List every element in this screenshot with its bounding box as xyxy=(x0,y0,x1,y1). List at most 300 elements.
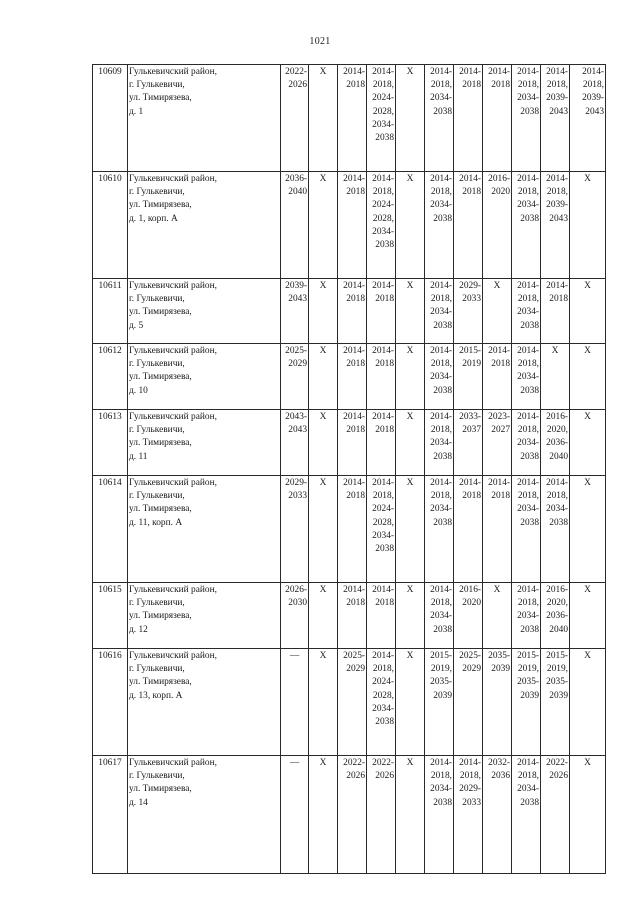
cell-line: 2014- xyxy=(343,174,365,184)
cell-line: 2018 xyxy=(491,491,510,502)
cell-line: 2014- xyxy=(459,174,481,184)
address-line: Гулькевичский район, xyxy=(129,67,217,77)
address-line: д. 13, корп. А xyxy=(129,690,183,701)
cell-col-6 xyxy=(367,756,396,874)
cell-line: 2020, xyxy=(546,598,568,609)
table-row xyxy=(93,344,606,410)
cell-line: 2034- xyxy=(430,504,452,515)
table-row xyxy=(93,583,606,649)
cell-line: 2015- xyxy=(459,346,481,356)
cell-line: 2014- xyxy=(430,478,452,488)
cell-line: 2038 xyxy=(433,451,452,462)
cell-col-9 xyxy=(454,172,483,279)
cell-line: 2018 xyxy=(549,294,568,305)
cell-line: 2038 xyxy=(433,797,452,808)
cell-line: 2043 xyxy=(585,106,604,117)
cell-col-6 xyxy=(367,344,396,410)
cell-col-9 xyxy=(454,410,483,476)
cell-line: 2024- xyxy=(372,504,394,515)
cell-col-12 xyxy=(541,649,570,756)
cell-line: 2018, xyxy=(517,598,539,609)
cell-col-11 xyxy=(512,756,541,874)
cell-line: 2019, xyxy=(517,664,539,675)
cell-line: 2033 xyxy=(462,294,481,305)
cell-line: 2029- xyxy=(459,281,481,291)
cell-col-6 xyxy=(367,476,396,583)
cell-col-7 xyxy=(396,410,425,476)
cell-line: X xyxy=(406,412,414,422)
cell-line: 2043- xyxy=(285,412,307,422)
cell-line: 2034- xyxy=(517,784,539,795)
cell-col-5 xyxy=(338,649,367,756)
cell-col-4 xyxy=(309,476,338,583)
cell-line: 2038 xyxy=(520,451,539,462)
cell-col-4 xyxy=(309,279,338,344)
cell-line: 2034- xyxy=(517,438,539,449)
cell-line: — xyxy=(289,651,300,661)
table-body xyxy=(93,65,606,874)
cell-line: 2022- xyxy=(285,67,307,77)
cell-col-4 xyxy=(309,756,338,874)
cell-line: 2014- xyxy=(372,412,394,422)
cell-col-8 xyxy=(425,410,454,476)
cell-line: X xyxy=(319,174,327,184)
cell-line: 2018 xyxy=(375,294,394,305)
cell-col-7 xyxy=(396,583,425,649)
cell-col-12 xyxy=(541,583,570,649)
cell-line: 2018 xyxy=(462,187,481,198)
cell-line: 2018 xyxy=(346,359,365,370)
cell-line: X xyxy=(319,67,327,77)
cell-line: 2015- xyxy=(517,651,539,661)
cell-col-7 xyxy=(396,172,425,279)
cell-line: 2039 xyxy=(520,690,539,701)
cell-line: 2018 xyxy=(462,80,481,91)
cell-line: 2014- xyxy=(372,346,394,356)
cell-line: 2028, xyxy=(372,106,394,117)
cell-line: 2014- xyxy=(430,67,452,77)
cell-line: 2018, xyxy=(372,187,394,198)
cell-line: X xyxy=(493,281,501,291)
cell-line: 2014- xyxy=(343,412,365,422)
table-row xyxy=(93,172,606,279)
address-line: ул. Тимирязева, xyxy=(129,200,192,211)
cell-line: 2014- xyxy=(430,758,452,768)
address-line: ул. Тимирязева, xyxy=(129,504,192,515)
cell-line: 2035- xyxy=(488,651,510,661)
address-line: Гулькевичский район, xyxy=(129,281,217,291)
address-line: ул. Тимирязева, xyxy=(129,93,192,104)
cell-line: 2014- xyxy=(459,67,481,77)
cell-line: 2038 xyxy=(520,385,539,396)
cell-line: 2018 xyxy=(346,294,365,305)
cell-line: 2043 xyxy=(288,294,307,305)
cell-col-10 xyxy=(483,65,512,172)
cell-line: 2018, xyxy=(372,80,394,91)
cell-line: 2018, xyxy=(430,294,452,305)
cell-line: 2018, xyxy=(459,771,481,782)
cell-line: 2034- xyxy=(372,119,394,130)
cell-line: 2043 xyxy=(549,106,568,117)
table-row xyxy=(93,65,606,172)
cell-line: 2039 xyxy=(491,664,510,675)
cell-line: 2014- xyxy=(372,651,394,661)
cell-line: 2024- xyxy=(372,677,394,688)
cell-line: 2018 xyxy=(346,425,365,436)
cell-col-13 xyxy=(570,279,606,344)
cell-line: 2038 xyxy=(433,517,452,528)
cell-col-6 xyxy=(367,65,396,172)
cell-line: 2022- xyxy=(546,758,568,768)
cell-line: 2018 xyxy=(491,359,510,370)
cell-line: 2014- xyxy=(372,478,394,488)
cell-line: 2034- xyxy=(372,530,394,541)
cell-col-7 xyxy=(396,279,425,344)
address-cell xyxy=(128,756,281,874)
cell-line: 2014- xyxy=(517,478,539,488)
cell-line: 2018, xyxy=(546,80,568,91)
cell-line: X xyxy=(319,758,327,768)
cell-col-11 xyxy=(512,279,541,344)
cell-col-3 xyxy=(281,279,309,344)
cell-col-7 xyxy=(396,65,425,172)
cell-col-10 xyxy=(483,649,512,756)
cell-line: X xyxy=(584,585,591,595)
table-row xyxy=(93,756,606,874)
cell-col-12 xyxy=(541,756,570,874)
address-line: г. Гулькевичи, xyxy=(129,771,185,782)
cell-line: 2016- xyxy=(546,412,568,422)
cell-line: 2035- xyxy=(517,677,539,688)
cell-line: X xyxy=(319,346,327,356)
cell-col-13 xyxy=(570,172,606,279)
cell-line: 2014- xyxy=(372,281,394,291)
cell-col-7 xyxy=(396,344,425,410)
cell-col-3 xyxy=(281,649,309,756)
address-line: ул. Тимирязева, xyxy=(129,372,192,383)
cell-col-13 xyxy=(570,583,606,649)
cell-line: 2036 xyxy=(491,771,510,782)
cell-col-9 xyxy=(454,344,483,410)
cell-line: 2039 xyxy=(549,690,568,701)
cell-line: X xyxy=(551,346,559,356)
address-line: г. Гулькевичи, xyxy=(129,359,185,370)
cell-col-12 xyxy=(541,344,570,410)
cell-line: 2015- xyxy=(430,651,452,661)
cell-line: 2038 xyxy=(375,717,394,728)
cell-line: 2016- xyxy=(459,585,481,595)
address-line: д. 5 xyxy=(129,320,144,331)
cell-col-12 xyxy=(541,279,570,344)
cell-line: 2019, xyxy=(546,664,568,675)
cell-col-10 xyxy=(483,756,512,874)
row-number: 10609 xyxy=(93,65,128,172)
cell-line: X xyxy=(319,651,327,661)
cell-line: 2018 xyxy=(462,491,481,502)
cell-line: 2038 xyxy=(520,624,539,635)
cell-line: 2034- xyxy=(517,307,539,318)
cell-line: 2038 xyxy=(520,213,539,224)
cell-line: 2039- xyxy=(546,93,568,104)
cell-line: 2038 xyxy=(375,133,394,144)
cell-col-4 xyxy=(309,410,338,476)
cell-line: 2014- xyxy=(488,346,510,356)
cell-col-5 xyxy=(338,476,367,583)
cell-line: X xyxy=(319,478,327,488)
cell-col-8 xyxy=(425,279,454,344)
cell-line: 2038 xyxy=(549,517,568,528)
cell-line: 2028, xyxy=(372,690,394,701)
cell-col-10 xyxy=(483,476,512,583)
cell-line: 2040 xyxy=(288,187,307,198)
page-number: 1021 xyxy=(309,36,331,47)
cell-col-11 xyxy=(512,476,541,583)
row-number: 10614 xyxy=(93,476,128,583)
address-line: ул. Тимирязева, xyxy=(129,677,192,688)
address-line: Гулькевичский район, xyxy=(129,174,217,184)
cell-col-3 xyxy=(281,756,309,874)
cell-line: 2014- xyxy=(582,67,604,77)
cell-line: 2038 xyxy=(433,385,452,396)
address-cell xyxy=(128,279,281,344)
cell-col-7 xyxy=(396,476,425,583)
cell-line: 2014- xyxy=(546,174,568,184)
cell-line: 2018, xyxy=(430,598,452,609)
cell-line: 2028, xyxy=(372,517,394,528)
cell-col-3 xyxy=(281,583,309,649)
cell-line: 2029- xyxy=(285,478,307,488)
cell-line: 2016- xyxy=(488,174,510,184)
cell-line: 2014- xyxy=(430,174,452,184)
cell-line: 2018, xyxy=(517,771,539,782)
cell-line: 2018, xyxy=(582,80,604,91)
cell-line: 2036- xyxy=(285,174,307,184)
cell-line: 2038 xyxy=(433,320,452,331)
address-line: д. 11, корп. А xyxy=(129,517,183,528)
cell-col-13 xyxy=(570,476,606,583)
cell-line: 2014- xyxy=(488,478,510,488)
address-line: г. Гулькевичи, xyxy=(129,664,185,675)
cell-line: 2040 xyxy=(549,624,568,635)
cell-line: 2043 xyxy=(549,213,568,224)
cell-line: 2032- xyxy=(488,758,510,768)
cell-line: 2018 xyxy=(346,598,365,609)
cell-line: 2036- xyxy=(546,438,568,449)
address-line: г. Гулькевичи, xyxy=(129,425,185,436)
cell-line: 2038 xyxy=(520,797,539,808)
cell-col-5 xyxy=(338,279,367,344)
row-number: 10616 xyxy=(93,649,128,756)
cell-line: 2014- xyxy=(430,281,452,291)
cell-line: 2034- xyxy=(517,504,539,515)
cell-line: 2018, xyxy=(517,491,539,502)
cell-line: 2034- xyxy=(430,611,452,622)
row-number: 10617 xyxy=(93,756,128,874)
cell-line: 2014- xyxy=(372,67,394,77)
address-line: г. Гулькевичи, xyxy=(129,187,185,198)
cell-col-8 xyxy=(425,65,454,172)
cell-col-10 xyxy=(483,583,512,649)
cell-col-11 xyxy=(512,344,541,410)
cell-line: 2020 xyxy=(462,598,481,609)
cell-line: 2014- xyxy=(430,346,452,356)
cell-line: 2018 xyxy=(375,598,394,609)
cell-col-12 xyxy=(541,476,570,583)
cell-line: 2034- xyxy=(372,226,394,237)
cell-col-12 xyxy=(541,410,570,476)
address-line: д. 14 xyxy=(129,797,148,808)
cell-line: 2025- xyxy=(285,346,307,356)
cell-line: 2039- xyxy=(546,200,568,211)
address-line: ул. Тимирязева, xyxy=(129,438,192,449)
cell-line: 2034- xyxy=(546,504,568,515)
cell-col-8 xyxy=(425,583,454,649)
cell-line: 2014- xyxy=(459,758,481,768)
cell-line: 2014- xyxy=(517,758,539,768)
cell-line: 2038 xyxy=(520,106,539,117)
cell-line: 2038 xyxy=(375,240,394,251)
cell-line: 2014- xyxy=(517,174,539,184)
cell-line: 2034- xyxy=(430,438,452,449)
cell-line: 2018, xyxy=(546,187,568,198)
cell-line: X xyxy=(406,67,414,77)
cell-col-5 xyxy=(338,65,367,172)
cell-col-5 xyxy=(338,344,367,410)
cell-line: 2014- xyxy=(459,478,481,488)
cell-col-5 xyxy=(338,583,367,649)
cell-line: 2018 xyxy=(375,425,394,436)
cell-line: 2014- xyxy=(517,281,539,291)
cell-line: 2029 xyxy=(288,359,307,370)
cell-line: 2014- xyxy=(488,67,510,77)
cell-line: 2029- xyxy=(459,784,481,795)
cell-col-8 xyxy=(425,344,454,410)
cell-line: 2038 xyxy=(433,624,452,635)
cell-line: 2029 xyxy=(346,664,365,675)
cell-line: 2020 xyxy=(491,187,510,198)
cell-line: 2018, xyxy=(372,491,394,502)
cell-line: X xyxy=(319,412,327,422)
cell-line: 2033 xyxy=(462,797,481,808)
address-line: г. Гулькевичи, xyxy=(129,598,185,609)
cell-col-5 xyxy=(338,172,367,279)
cell-line: 2030 xyxy=(288,598,307,609)
cell-line: 2018 xyxy=(346,80,365,91)
row-number: 10613 xyxy=(93,410,128,476)
cell-col-4 xyxy=(309,65,338,172)
cell-line: 2014- xyxy=(517,585,539,595)
cell-line: X xyxy=(584,651,591,661)
cell-col-8 xyxy=(425,756,454,874)
cell-line: 2028, xyxy=(372,213,394,224)
address-line: д. 1 xyxy=(129,106,144,117)
cell-line: 2025- xyxy=(343,651,365,661)
address-line: Гулькевичский район, xyxy=(129,412,217,422)
cell-line: 2039 xyxy=(433,690,452,701)
cell-line: 2018, xyxy=(517,425,539,436)
cell-line: 2018, xyxy=(430,491,452,502)
cell-line: 2038 xyxy=(520,517,539,528)
cell-line: 2018, xyxy=(430,425,452,436)
cell-line: X xyxy=(584,758,591,768)
cell-line: — xyxy=(289,758,300,768)
cell-col-11 xyxy=(512,583,541,649)
address-cell xyxy=(128,649,281,756)
cell-line: X xyxy=(319,585,327,595)
cell-line: X xyxy=(406,585,414,595)
cell-line: 2018 xyxy=(491,80,510,91)
cell-line: 2038 xyxy=(433,106,452,117)
cell-col-3 xyxy=(281,344,309,410)
cell-line: 2018, xyxy=(517,80,539,91)
cell-line: 2035- xyxy=(430,677,452,688)
cell-line: X xyxy=(406,651,414,661)
cell-col-6 xyxy=(367,410,396,476)
cell-line: 2014- xyxy=(517,346,539,356)
cell-line: 2019, xyxy=(430,664,452,675)
address-line: ул. Тимирязева, xyxy=(129,611,192,622)
cell-line: 2038 xyxy=(433,213,452,224)
address-line: д. 11 xyxy=(129,451,148,462)
address-cell xyxy=(128,583,281,649)
cell-line: 2034- xyxy=(517,611,539,622)
cell-col-13 xyxy=(570,649,606,756)
cell-col-11 xyxy=(512,65,541,172)
cell-line: X xyxy=(584,174,591,184)
cell-line: 2018 xyxy=(346,187,365,198)
cell-line: 2027 xyxy=(491,425,510,436)
cell-line: 2014- xyxy=(343,478,365,488)
address-cell xyxy=(128,410,281,476)
cell-line: 2018 xyxy=(375,359,394,370)
address-cell xyxy=(128,65,281,172)
cell-line: 2034- xyxy=(517,200,539,211)
cell-line: 2037 xyxy=(462,425,481,436)
address-cell xyxy=(128,172,281,279)
cell-line: 2026 xyxy=(375,771,394,782)
cell-line: 2018, xyxy=(517,187,539,198)
cell-col-9 xyxy=(454,65,483,172)
cell-line: 2024- xyxy=(372,93,394,104)
cell-col-10 xyxy=(483,279,512,344)
address-line: д. 10 xyxy=(129,385,148,396)
cell-line: 2014- xyxy=(546,67,568,77)
cell-col-6 xyxy=(367,649,396,756)
cell-line: X xyxy=(406,281,414,291)
address-line: ул. Тимирязева, xyxy=(129,307,192,318)
cell-col-4 xyxy=(309,583,338,649)
cell-line: 2022- xyxy=(372,758,394,768)
table-row xyxy=(93,410,606,476)
cell-line: 2034- xyxy=(430,372,452,383)
cell-line: 2014- xyxy=(430,585,452,595)
table-row xyxy=(93,476,606,583)
cell-line: 2034- xyxy=(430,784,452,795)
cell-col-11 xyxy=(512,649,541,756)
cell-line: 2039- xyxy=(582,93,604,104)
housing-registry-table xyxy=(92,64,606,874)
cell-line: X xyxy=(584,281,591,291)
cell-line: X xyxy=(584,346,591,356)
cell-col-10 xyxy=(483,172,512,279)
cell-col-7 xyxy=(396,756,425,874)
cell-line: 2018, xyxy=(430,187,452,198)
cell-col-10 xyxy=(483,410,512,476)
cell-line: 2018, xyxy=(430,80,452,91)
cell-col-13 xyxy=(570,344,606,410)
cell-col-11 xyxy=(512,410,541,476)
address-line: г. Гулькевичи, xyxy=(129,80,185,91)
